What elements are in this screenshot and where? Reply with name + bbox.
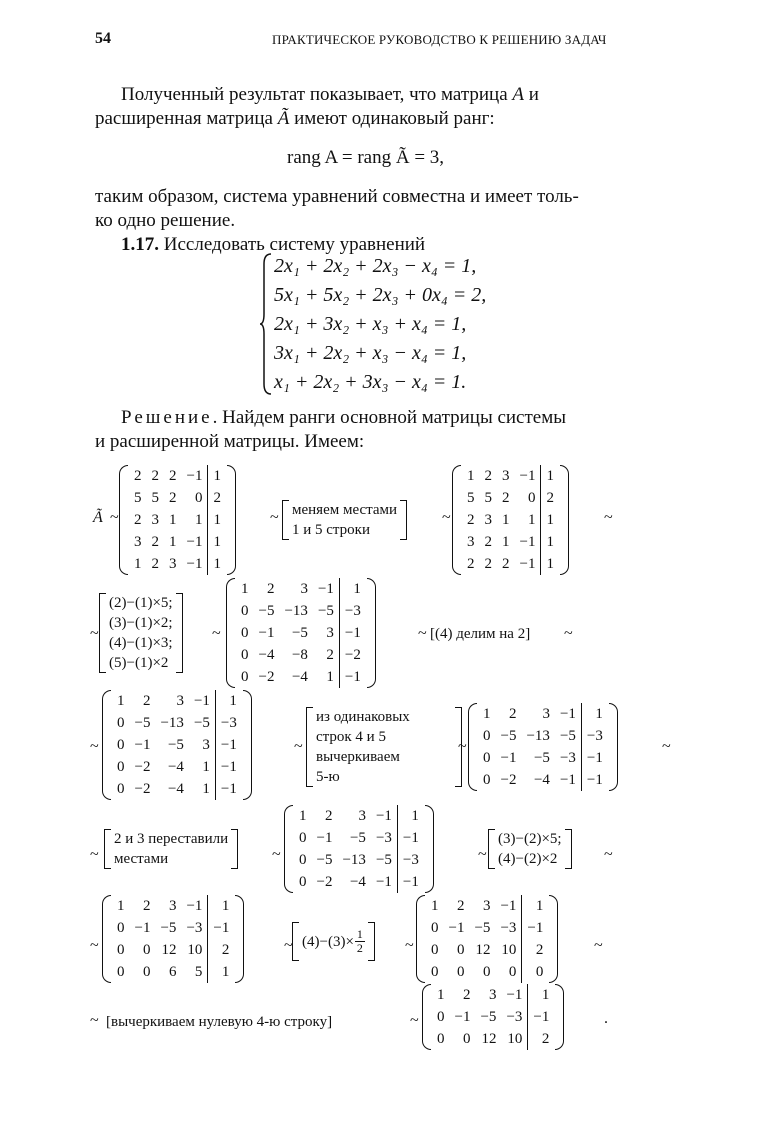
matrix-cell: 0 (437, 1009, 445, 1025)
sim-symbol: ~ (90, 738, 99, 755)
matrix-cell: 1 (208, 509, 226, 531)
matrix-cell: 2 (151, 468, 159, 484)
matrix-cell: 1 (528, 984, 554, 1006)
note-swap-rows-1-5: меняем местами 1 и 5 строки (290, 500, 399, 540)
sim-symbol: ~ (478, 846, 487, 863)
matrix-cell: 1 (581, 703, 607, 725)
matrix-cell: 2 (522, 939, 548, 961)
matrix-cell: 3 (168, 898, 177, 914)
matrix-cell: 1 (208, 531, 226, 553)
matrix-cell: −3 (339, 600, 365, 622)
sim-symbol: ~ (272, 846, 281, 863)
sim-symbol: ~ (604, 509, 613, 526)
sim-symbol: ~ (604, 846, 613, 863)
matrix-cell: −2 (316, 874, 333, 890)
matrix-cell: 10 (507, 1031, 523, 1047)
matrix-cell: 0 (482, 964, 491, 980)
matrix-cell: −1 (581, 769, 607, 791)
system-brace (260, 252, 270, 397)
matrix-cell: −3 (581, 725, 607, 747)
matrix-cell: −4 (258, 647, 275, 663)
a-tilde-symbol: Ã (93, 509, 103, 526)
matrix-5 (474, 703, 612, 791)
matrix-cell: −1 (316, 830, 333, 846)
matrix-cell: −2 (134, 759, 151, 775)
matrix-cell: 2 (326, 647, 334, 663)
matrix-cell: −1 (397, 827, 423, 849)
matrix-cell: −2 (258, 669, 275, 685)
matrix-cell: −3 (215, 712, 241, 734)
matrix-cell: −1 (215, 778, 241, 800)
matrix-cell: 6 (168, 964, 177, 980)
matrix-cell: −5 (559, 728, 576, 744)
matrix-cell: 1 (117, 898, 125, 914)
matrix-cell: 1 (431, 898, 439, 914)
matrix-cell: 3 (482, 898, 491, 914)
matrix-cell: −1 (522, 917, 548, 939)
note-divide-row-4: [(4) делим на 2] (430, 626, 531, 642)
matrix-cell: 0 (431, 964, 439, 980)
matrix-cell: −3 (397, 849, 423, 871)
matrix-cell: 1 (397, 805, 423, 827)
sim-symbol: ~ (564, 625, 573, 642)
matrix-cell: 0 (241, 625, 249, 641)
matrix-2 (458, 465, 563, 575)
matrix-cell: 2 (134, 468, 142, 484)
matrix-cell: −3 (186, 920, 203, 936)
matrix-cell: 3 (300, 581, 308, 597)
note-ops-2: (3)−(2)×5; (4)−(2)×2 (496, 829, 564, 869)
matrix-cell: 2 (208, 487, 226, 509)
matrix-cell: −1 (317, 581, 334, 597)
matrix-cell: 2 (462, 987, 471, 1003)
matrix-cell: 0 (456, 964, 465, 980)
matrix-cell: 2 (502, 490, 510, 506)
matrix-cell: −1 (339, 622, 365, 644)
intro-line-4: ко одно решение. (95, 210, 236, 231)
note-swap-2-3: 2 и 3 переставили местами (112, 829, 230, 869)
intro-line-1: Полученный результат показывает, что матрица A и (121, 84, 539, 105)
matrix-cell: 2 (541, 487, 559, 509)
matrix-cell: 1 (527, 512, 536, 528)
matrix-cell: −3 (506, 1009, 523, 1025)
page-number: 54 (95, 30, 111, 47)
sim-symbol: ~ (662, 738, 671, 755)
matrix-cell: −4 (349, 874, 366, 890)
matrix-cell: 12 (481, 1031, 497, 1047)
matrix-cell: 1 (522, 895, 548, 917)
matrix-cell: −8 (291, 647, 308, 663)
equation: 5x₁ + 5x₂ + 2x₃ + 0x₄ = 2, (274, 284, 487, 306)
matrix-cell: −5 (317, 603, 334, 619)
matrix-cell: 3 (326, 625, 334, 641)
matrix-cell: 1 (202, 759, 210, 775)
matrix-cell: 5 (134, 490, 142, 506)
matrix-cell: −1 (506, 987, 523, 1003)
matrix-cell: 2 (142, 898, 151, 914)
matrix-cell: −5 (533, 750, 550, 766)
matrix-cell: −5 (160, 920, 177, 936)
matrix-cell: 1 (541, 509, 559, 531)
matrix-cell: 1 (502, 512, 510, 528)
matrix-cell: −1 (528, 1006, 554, 1028)
matrix-cell: 1 (541, 553, 559, 575)
matrix-cell: 0 (117, 781, 125, 797)
matrix-cell: −13 (342, 852, 366, 868)
solution-line-1: Решение. Найдем ранги основной матрицы системы (121, 407, 567, 428)
matrix-cell: 2 (134, 512, 142, 528)
matrix-cell: 0 (527, 490, 536, 506)
matrix-cell: −4 (291, 669, 308, 685)
matrix-cell: 1 (467, 468, 475, 484)
sim-symbol: ~ (90, 1012, 99, 1029)
equation-system (274, 255, 486, 400)
matrix-cell: 5 (151, 490, 159, 506)
matrix-cell: 0 (522, 961, 548, 983)
matrix-cell: −2 (339, 644, 365, 666)
matrix-cell: 1 (208, 553, 226, 575)
matrix-cell: 1 (541, 531, 559, 553)
matrix-cell: 1 (326, 669, 334, 685)
matrix-cell: −5 (375, 852, 392, 868)
matrix-cell: 1 (134, 556, 142, 572)
matrix-cell: 5 (194, 964, 203, 980)
sim-symbol: ~ (594, 937, 603, 954)
matrix-cell: 0 (462, 1031, 471, 1047)
sim-symbol: ~ (294, 738, 303, 755)
matrix-cell: −1 (375, 874, 392, 890)
matrix-cell: 3 (151, 512, 159, 528)
matrix-8 (422, 895, 552, 983)
matrix-cell: −3 (500, 920, 517, 936)
matrix-cell: 1 (208, 961, 234, 983)
matrix-cell: 1 (541, 465, 559, 487)
sim-symbol: ~ (212, 625, 221, 642)
matrix-cell: 2 (151, 534, 159, 550)
matrix-cell: 1 (208, 465, 226, 487)
sim-symbol: ~ (90, 625, 99, 642)
matrix-cell: −1 (208, 917, 234, 939)
matrix-cell: 3 (176, 693, 184, 709)
matrix-cell: −3 (375, 830, 392, 846)
note-remove-zero-row: [вычеркиваем нулевую 4-ю строку] (106, 1014, 333, 1030)
matrix-cell: 1 (169, 512, 177, 528)
matrix-cell: 0 (456, 942, 465, 958)
note-delete-duplicate: из одинаковых строк 4 и 5 вычеркиваем 5-ю (314, 707, 454, 787)
matrix-cell: 2 (266, 581, 275, 597)
note-ops-3: (4)−(3)× $\frac{1}{2}$ (300, 928, 367, 955)
matrix-cell: −1 (519, 468, 536, 484)
matrix-cell: 1 (502, 534, 510, 550)
matrix-cell: 0 (299, 830, 307, 846)
matrix-cell: 3 (134, 534, 142, 550)
matrix-cell: −13 (284, 603, 308, 619)
matrix-cell: −5 (500, 728, 517, 744)
matrix-cell: 5 (484, 490, 492, 506)
matrix-cell: 2 (508, 706, 517, 722)
matrix-cell: 3 (484, 512, 492, 528)
sim-symbol: ~ (90, 846, 99, 863)
solution-line-2: и расширенной матрицы. Имеем: (95, 431, 365, 452)
matrix-cell: −5 (258, 603, 275, 619)
matrix-cell: −3 (559, 750, 576, 766)
equation: x₁ + 2x₂ + 3x₃ − x₄ = 1. (274, 371, 467, 393)
matrix-cell: 1 (241, 581, 249, 597)
matrix-cell: −1 (186, 556, 203, 572)
matrix-cell: −1 (134, 920, 151, 936)
matrix-cell: −1 (186, 534, 203, 550)
rank-formula: rang A = rang Ã = 3, (287, 147, 445, 168)
matrix-4 (108, 690, 246, 800)
matrix-cell: 3 (169, 556, 177, 572)
matrix-cell: −5 (291, 625, 308, 641)
matrix-cell: −5 (167, 737, 184, 753)
matrix-cell: −1 (500, 750, 517, 766)
matrix-7 (108, 895, 238, 983)
matrix-cell: 0 (299, 852, 307, 868)
matrix-cell: −2 (500, 772, 517, 788)
matrix-cell: −5 (193, 715, 210, 731)
note-ops-1: (2)−(1)×5; (3)−(1)×2; (4)−(1)×3; (5)−(1)×2 (107, 593, 175, 673)
matrix-cell: 3 (542, 706, 550, 722)
matrix-cell: −5 (134, 715, 151, 731)
matrix-cell: −5 (474, 920, 491, 936)
matrix-cell: 0 (142, 942, 151, 958)
matrix-cell: 0 (241, 647, 249, 663)
sim-symbol: ~ (458, 738, 467, 755)
matrix-cell: 1 (202, 781, 210, 797)
matrix-cell: 0 (117, 964, 125, 980)
matrix-cell: −1 (559, 706, 576, 722)
sim-symbol: ~ (284, 937, 293, 954)
matrix-cell: 3 (467, 534, 475, 550)
matrix-cell: −1 (258, 625, 275, 641)
matrix-cell: 0 (117, 920, 125, 936)
matrix-cell: −1 (186, 468, 203, 484)
matrix-cell: 3 (488, 987, 497, 1003)
matrix-cell: 3 (502, 468, 510, 484)
matrix-9 (428, 984, 558, 1050)
sim-symbol: ~ (410, 1012, 419, 1029)
matrix-cell: 2 (467, 512, 475, 528)
matrix-cell: 0 (241, 603, 249, 619)
matrix-cell: −4 (167, 759, 184, 775)
matrix-cell: −1 (559, 772, 576, 788)
matrix-cell: 1 (169, 534, 177, 550)
matrix-cell: −1 (186, 898, 203, 914)
matrix-cell: −1 (134, 737, 151, 753)
problem-heading: 1.17. Исследовать систему уравнений (121, 234, 426, 255)
matrix-cell: −13 (526, 728, 550, 744)
matrix-cell: −1 (519, 534, 536, 550)
matrix-cell: −1 (397, 871, 423, 893)
matrix-cell: 0 (508, 964, 517, 980)
matrix-cell: 0 (483, 772, 491, 788)
matrix-cell: 2 (528, 1028, 554, 1050)
matrix-cell: 2 (467, 556, 475, 572)
matrix-cell: −4 (533, 772, 550, 788)
matrix-cell: −1 (215, 756, 241, 778)
matrix-cell: 3 (358, 808, 366, 824)
matrix-cell: 1 (339, 578, 365, 600)
matrix-cell: 1 (208, 895, 234, 917)
matrix-cell: −5 (349, 830, 366, 846)
matrix-cell: 2 (502, 556, 510, 572)
matrix-6 (290, 805, 428, 893)
matrix-cell: 2 (484, 556, 492, 572)
matrix-cell: 2 (169, 468, 177, 484)
matrix-cell: −1 (581, 747, 607, 769)
matrix-cell: 0 (117, 737, 125, 753)
matrix-1 (125, 465, 230, 575)
matrix-cell: 10 (187, 942, 203, 958)
matrix-cell: 12 (475, 942, 491, 958)
sim-symbol: ~ (405, 937, 414, 954)
matrix-cell: −1 (215, 734, 241, 756)
matrix-cell: −1 (448, 920, 465, 936)
matrix-cell: 5 (467, 490, 475, 506)
matrix-cell: 1 (299, 808, 307, 824)
matrix-cell: −1 (193, 693, 210, 709)
matrix-cell: 0 (483, 750, 491, 766)
matrix-cell: 1 (194, 512, 203, 528)
intro-line-3: таким образом, система уравнений совместна и имеет толь- (95, 186, 579, 207)
matrix-cell: −5 (480, 1009, 497, 1025)
matrix-cell: 1 (215, 690, 241, 712)
matrix-cell: 1 (117, 693, 125, 709)
matrix-cell: 2 (169, 490, 177, 506)
matrix-cell: 2 (151, 556, 159, 572)
matrix-cell: −1 (454, 1009, 471, 1025)
matrix-cell: −5 (316, 852, 333, 868)
matrix-cell: 12 (161, 942, 177, 958)
matrix-cell: 0 (142, 964, 151, 980)
matrix-cell: 0 (431, 942, 439, 958)
sim-symbol: ~ (442, 509, 451, 526)
sim-symbol: ~ (418, 625, 427, 642)
matrix-cell: 2 (208, 939, 234, 961)
sim-symbol: ~ (90, 937, 99, 954)
matrix-cell: −1 (500, 898, 517, 914)
matrix-cell: −2 (134, 781, 151, 797)
matrix-cell: −1 (519, 556, 536, 572)
matrix-cell: 2 (142, 693, 151, 709)
matrix-cell: −1 (375, 808, 392, 824)
matrix-cell: 10 (501, 942, 517, 958)
matrix-cell: 0 (117, 715, 125, 731)
matrix-cell: 0 (431, 920, 439, 936)
matrix-cell: 0 (194, 490, 203, 506)
matrix-cell: 0 (437, 1031, 445, 1047)
sim-symbol: ~ (270, 509, 279, 526)
matrix-cell: 2 (484, 468, 492, 484)
period: . (604, 1010, 608, 1027)
matrix-cell: 2 (456, 898, 465, 914)
equation: 2x₁ + 2x₂ + 2x₃ − x₄ = 1, (274, 255, 477, 277)
equation: 2x₁ + 3x₂ + x₃ + x₄ = 1, (274, 313, 467, 335)
matrix-cell: 0 (241, 669, 249, 685)
equation: 3x₁ + 2x₂ + x₃ − x₄ = 1, (274, 342, 467, 364)
matrix-cell: 3 (202, 737, 210, 753)
matrix-cell: 0 (299, 874, 307, 890)
matrix-cell: 2 (324, 808, 333, 824)
intro-line-2: расширенная матрица Ã имеют одинаковый ранг: (95, 108, 495, 129)
sim-symbol: ~ (110, 509, 119, 526)
matrix-cell: 1 (437, 987, 445, 1003)
matrix-cell: 0 (117, 759, 125, 775)
matrix-cell: 0 (117, 942, 125, 958)
matrix-cell: −13 (160, 715, 184, 731)
matrix-cell: 0 (483, 728, 491, 744)
matrix-cell: 1 (483, 706, 491, 722)
matrix-cell: −1 (339, 666, 365, 688)
running-title: ПРАКТИЧЕСКОЕ РУКОВОДСТВО К РЕШЕНИЮ ЗАДАЧ (272, 32, 607, 47)
matrix-cell: 2 (484, 534, 492, 550)
matrix-cell: −4 (167, 781, 184, 797)
matrix-3 (232, 578, 370, 688)
